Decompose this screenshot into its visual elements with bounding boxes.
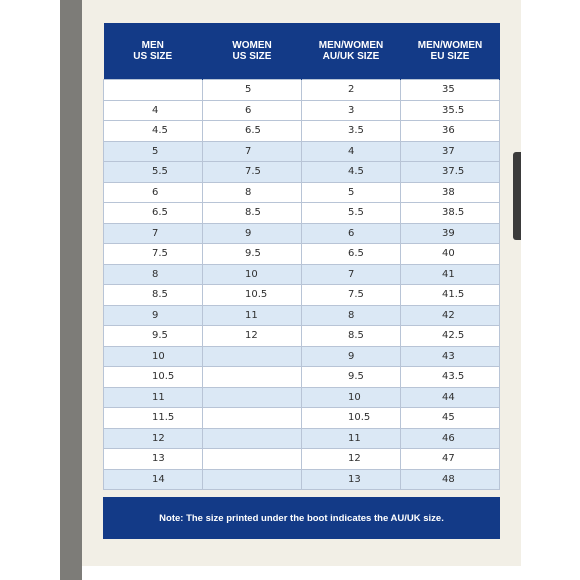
men-us-cell: 6.5 <box>104 203 203 224</box>
men-us-cell: 10 <box>104 346 203 367</box>
table-row <box>104 346 500 367</box>
eu-cell: 39 <box>401 223 500 244</box>
table-row <box>104 408 500 429</box>
women-us-cell: 9.5 <box>203 244 302 265</box>
table-row <box>104 367 500 388</box>
women-us-cell <box>203 428 302 449</box>
au-uk-cell: 4 <box>302 141 401 162</box>
au-uk-cell: 4.5 <box>302 162 401 183</box>
table-row <box>104 305 500 326</box>
table-row <box>104 449 500 470</box>
women-us-cell: 8.5 <box>203 203 302 224</box>
table-row <box>104 244 500 265</box>
eu-cell: 41 <box>401 264 500 285</box>
au-uk-cell: 2 <box>302 80 401 101</box>
women-us-cell <box>203 469 302 490</box>
men-us-cell: 5.5 <box>104 162 203 183</box>
women-us-cell: 9 <box>203 223 302 244</box>
men-us-cell: 14 <box>104 469 203 490</box>
men-us-cell: 8.5 <box>104 285 203 306</box>
table-row <box>104 387 500 408</box>
au-uk-cell: 6 <box>302 223 401 244</box>
men-us-cell: 12 <box>104 428 203 449</box>
men-us-cell: 9 <box>104 305 203 326</box>
eu-cell: 44 <box>401 387 500 408</box>
eu-cell: 43 <box>401 346 500 367</box>
eu-cell: 41.5 <box>401 285 500 306</box>
women-us-cell: 6 <box>203 100 302 121</box>
au-uk-cell: 5 <box>302 182 401 203</box>
women-us-cell: 5 <box>203 80 302 101</box>
men-us-cell: 4 <box>104 100 203 121</box>
header-au-uk: MEN/WOMEN AU/UK SIZE <box>302 23 401 80</box>
header-men-us: MEN US SIZE <box>104 23 203 80</box>
women-us-cell: 10.5 <box>203 285 302 306</box>
eu-cell: 37 <box>401 141 500 162</box>
table-row <box>104 100 500 121</box>
au-uk-cell: 8.5 <box>302 326 401 347</box>
men-us-cell: 11 <box>104 387 203 408</box>
au-uk-cell: 11 <box>302 428 401 449</box>
left-frame-band <box>60 0 82 580</box>
au-uk-cell: 7 <box>302 264 401 285</box>
eu-cell: 35 <box>401 80 500 101</box>
table-row <box>104 182 500 203</box>
header-row <box>104 23 500 80</box>
women-us-cell: 11 <box>203 305 302 326</box>
table-row <box>104 80 500 101</box>
table-row <box>104 285 500 306</box>
men-us-cell: 4.5 <box>104 121 203 142</box>
au-uk-cell: 9 <box>302 346 401 367</box>
women-us-cell: 12 <box>203 326 302 347</box>
table-row <box>104 121 500 142</box>
table-row <box>104 428 500 449</box>
au-uk-cell: 3 <box>302 100 401 121</box>
table-row <box>104 223 500 244</box>
right-margin <box>521 0 580 580</box>
size-chart-table <box>103 23 500 490</box>
table-row <box>104 264 500 285</box>
men-us-cell: 11.5 <box>104 408 203 429</box>
au-uk-cell: 10 <box>302 387 401 408</box>
eu-cell: 42 <box>401 305 500 326</box>
eu-cell: 38.5 <box>401 203 500 224</box>
women-us-cell: 8 <box>203 182 302 203</box>
eu-cell: 45 <box>401 408 500 429</box>
au-uk-cell: 10.5 <box>302 408 401 429</box>
men-us-cell <box>104 80 203 101</box>
women-us-cell <box>203 346 302 367</box>
eu-cell: 37.5 <box>401 162 500 183</box>
eu-cell: 46 <box>401 428 500 449</box>
eu-cell: 36 <box>401 121 500 142</box>
men-us-cell: 9.5 <box>104 326 203 347</box>
header-eu: MEN/WOMEN EU SIZE <box>401 23 500 80</box>
eu-cell: 40 <box>401 244 500 265</box>
men-us-cell: 13 <box>104 449 203 470</box>
men-us-cell: 7 <box>104 223 203 244</box>
table-row <box>104 162 500 183</box>
eu-cell: 35.5 <box>401 100 500 121</box>
men-us-cell: 8 <box>104 264 203 285</box>
eu-cell: 42.5 <box>401 326 500 347</box>
header-women-us: WOMEN US SIZE <box>203 23 302 80</box>
au-uk-cell: 3.5 <box>302 121 401 142</box>
women-us-cell <box>203 367 302 388</box>
right-edge-tab <box>513 152 521 240</box>
au-uk-cell: 5.5 <box>302 203 401 224</box>
eu-cell: 38 <box>401 182 500 203</box>
eu-cell: 47 <box>401 449 500 470</box>
au-uk-cell: 12 <box>302 449 401 470</box>
eu-cell: 43.5 <box>401 367 500 388</box>
women-us-cell: 7.5 <box>203 162 302 183</box>
au-uk-cell: 13 <box>302 469 401 490</box>
table-row <box>104 326 500 347</box>
eu-cell: 48 <box>401 469 500 490</box>
au-uk-cell: 8 <box>302 305 401 326</box>
men-us-cell: 5 <box>104 141 203 162</box>
women-us-cell: 10 <box>203 264 302 285</box>
size-note: Note: The size printed under the boot indicates the AU/UK size. <box>103 497 500 539</box>
au-uk-cell: 7.5 <box>302 285 401 306</box>
men-us-cell: 7.5 <box>104 244 203 265</box>
women-us-cell: 7 <box>203 141 302 162</box>
women-us-cell <box>203 387 302 408</box>
women-us-cell: 6.5 <box>203 121 302 142</box>
table-row <box>104 203 500 224</box>
au-uk-cell: 6.5 <box>302 244 401 265</box>
men-us-cell: 10.5 <box>104 367 203 388</box>
men-us-cell: 6 <box>104 182 203 203</box>
table-row <box>104 469 500 490</box>
women-us-cell <box>203 449 302 470</box>
table-row <box>104 141 500 162</box>
au-uk-cell: 9.5 <box>302 367 401 388</box>
women-us-cell <box>203 408 302 429</box>
